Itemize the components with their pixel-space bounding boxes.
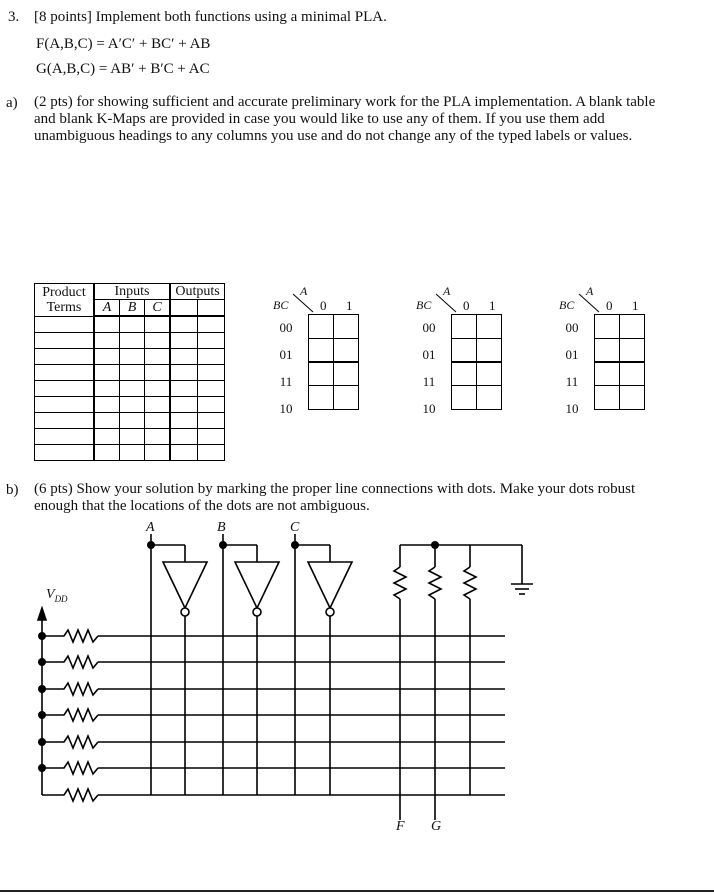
equation-f: F(A,B,C) = A′C′ + BC′ + AB (36, 36, 211, 52)
kmap-var-bc: BC (273, 298, 289, 312)
junction-dot-c (291, 541, 299, 549)
vdd-dot-6 (38, 764, 46, 772)
pullup-resistor-5 (42, 736, 98, 748)
inverter-bubble-b (253, 608, 261, 616)
vdd-sub: DD (54, 593, 68, 604)
kmap-var-bc: BC (416, 298, 432, 312)
pullup-resistor-6 (42, 762, 98, 774)
part-b-line2: enough that the locations of the dots are not ambiguous. (34, 498, 370, 514)
part-a-line1: (2 pts) for showing sufficient and accurate preliminary work for the PLA implementation. A blank table (34, 94, 656, 110)
kmap-row2: 11 (279, 374, 293, 389)
kmap-var-a: A (300, 284, 308, 298)
part-a-label: a) (6, 95, 18, 111)
inverter-b (235, 562, 279, 608)
kmap-row3: 10 (422, 401, 436, 416)
kmap-var-a: A (586, 284, 594, 298)
kmap-row3: 10 (565, 401, 579, 416)
vdd-dot-2 (38, 658, 46, 666)
part-b-label: b) (6, 482, 19, 498)
page-bottom-rule (0, 890, 714, 892)
pullup-resistor-3 (42, 683, 98, 695)
kmap-row0: 00 (279, 320, 293, 335)
kmap-row1: 01 (565, 347, 579, 362)
kmap-col1: 1 (346, 298, 353, 313)
vdd-dot-4 (38, 711, 46, 719)
vdd-dot-5 (38, 738, 46, 746)
inverter-bubble-a (181, 608, 189, 616)
part-b-line1: (6 pts) Show your solution by marking the proper line connections with dots. Make your dots robust (34, 481, 636, 497)
vdd-v: V (46, 587, 55, 602)
part-a-line2: and blank K-Maps are provided in case you would like to use any of them. If you use them add (34, 111, 605, 127)
vdd-dot-1 (38, 632, 46, 640)
col-a: A (94, 300, 120, 317)
kmap-row0: 00 (565, 320, 579, 335)
output-label-g: G (431, 819, 442, 834)
pullup-resistor-7 (42, 789, 98, 801)
vdd-arrow (38, 608, 46, 620)
input-label-a: A (146, 520, 155, 535)
inverter-a (163, 562, 207, 608)
kmap-row1: 01 (422, 347, 436, 362)
inverter-c (308, 562, 352, 608)
pullup-resistor-4 (42, 709, 98, 721)
question-number: 3. (8, 9, 20, 25)
kmap-col1: 1 (489, 298, 496, 313)
input-label-c: C (290, 520, 300, 535)
output-label-f: F (396, 819, 405, 834)
vdd-dot-3 (38, 685, 46, 693)
outputs-header: Outputs (170, 284, 225, 300)
kmap-col1: 1 (632, 298, 639, 313)
junction-dot-b (219, 541, 227, 549)
kmap-var-a: A (443, 284, 451, 298)
kmap-col0: 0 (463, 298, 470, 313)
part-a-line3: unambiguous headings to any columns you use and do not change any of the typed labels or values. (34, 128, 633, 144)
or-resistor-2 (429, 567, 441, 599)
question-header: [8 points] Implement both functions using a minimal PLA. (34, 9, 387, 25)
inverter-bubble-c (326, 608, 334, 616)
col-b: B (120, 300, 145, 317)
or-resistor-3 (464, 567, 476, 599)
input-label-b: B (217, 520, 226, 535)
pullup-resistor-2 (42, 656, 98, 668)
kmap-row3: 10 (279, 401, 293, 416)
kmap-col0: 0 (320, 298, 327, 313)
kmap-row0: 00 (422, 320, 436, 335)
kmap-row2: 11 (565, 374, 579, 389)
terms-label: Terms (46, 299, 82, 315)
or-resistor-1 (394, 567, 406, 599)
junction-dot-a (147, 541, 155, 549)
pullup-resistor-1 (42, 630, 98, 642)
kmap-row1: 01 (279, 347, 293, 362)
inputs-header: Inputs (94, 284, 170, 300)
product-label: Product (42, 284, 86, 300)
kmap-col0: 0 (606, 298, 613, 313)
equation-g: G(A,B,C) = AB′ + B′C + AC (36, 61, 210, 77)
col-c: C (145, 300, 171, 317)
kmap-row2: 11 (422, 374, 436, 389)
kmap-var-bc: BC (559, 298, 575, 312)
junction-dot-bus (431, 541, 439, 549)
